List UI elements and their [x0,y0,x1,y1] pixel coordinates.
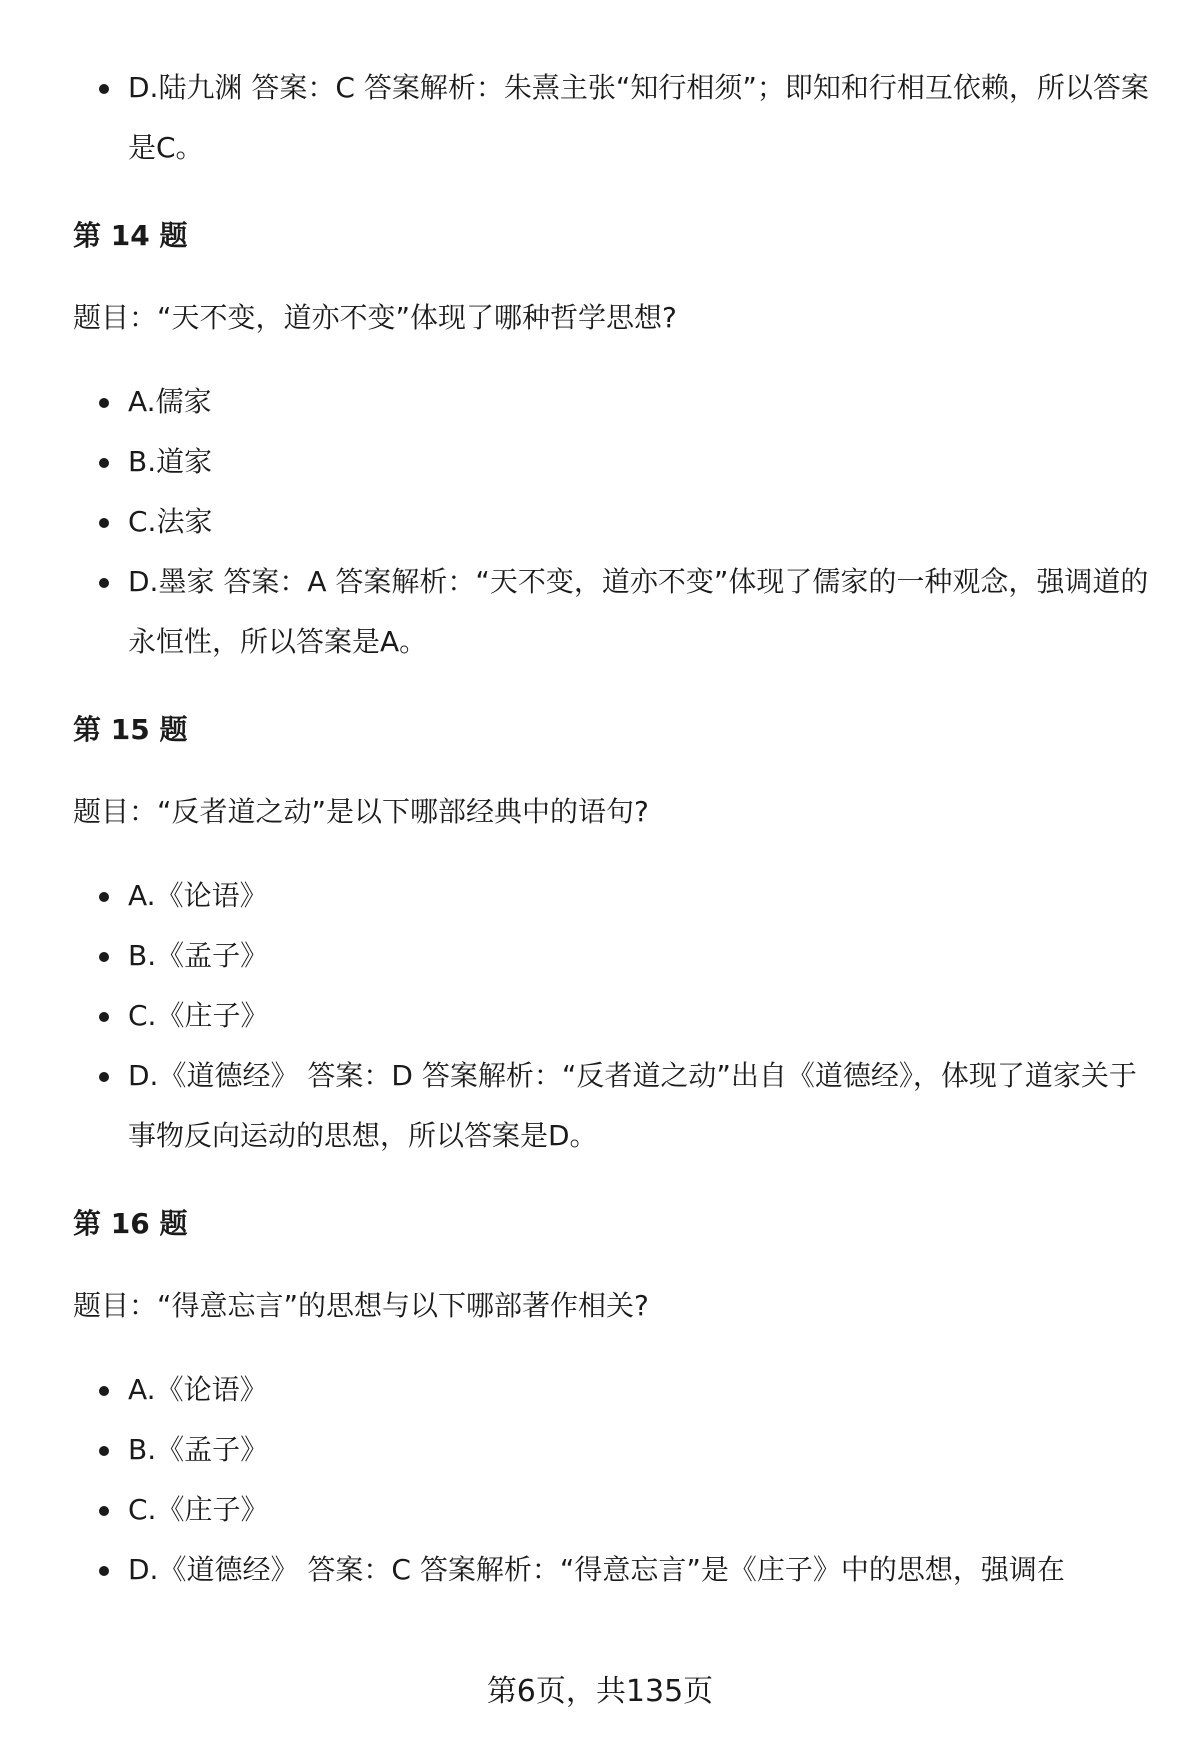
question-stem: 题目：“天不变，道亦不变”体现了哪种哲学思想? [73,301,677,334]
question-15 [73,710,1153,1166]
list-item: A.儒家 [73,372,1153,432]
list-item: D.《道德经》 答案：D 答案解析：“反者道之动”出自《道德经》，体现了道家关于事物反向运动的思想，所以答案是D。 [73,1046,1153,1166]
list-item: B.《孟子》 [73,1420,1153,1480]
list-item: A.《论语》 [73,1360,1153,1420]
list-item: C.法家 [73,492,1153,552]
list-item: B.《孟子》 [73,926,1153,986]
list-item: D.《道德经》 答案：C 答案解析：“得意忘言”是《庄子》中的思想，强调在 [73,1540,1153,1600]
question-title: 第 14 题 [73,219,188,252]
list-item: B.道家 [73,432,1153,492]
list-item: D.墨家 答案：A 答案解析：“天不变，道亦不变”体现了儒家的一种观念，强调道的永恒性，所以答案是A。 [73,552,1153,672]
option-list [73,1360,1153,1600]
question-title: 第 15 题 [73,713,188,746]
carryover-option-list [73,58,1153,178]
question-title: 第 16 题 [73,1207,188,1240]
question-14 [73,216,1153,672]
list-item: C.《庄子》 [73,986,1153,1046]
option-list [73,866,1153,1166]
question-stem: 题目：“反者道之动”是以下哪部经典中的语句? [73,795,649,828]
page-number: 第6页，共135页 [486,1674,714,1709]
list-item: A.《论语》 [73,866,1153,926]
option-list [73,372,1153,672]
document-content [73,58,1153,1600]
list-item: C.《庄子》 [73,1480,1153,1540]
list-item: D.陆九渊 答案：C 答案解析：朱熹主张“知行相须”；即知和行相互依赖，所以答案是C。 [73,58,1153,178]
question-16 [73,1204,1153,1600]
question-stem: 题目：“得意忘言”的思想与以下哪部著作相关? [73,1289,649,1322]
